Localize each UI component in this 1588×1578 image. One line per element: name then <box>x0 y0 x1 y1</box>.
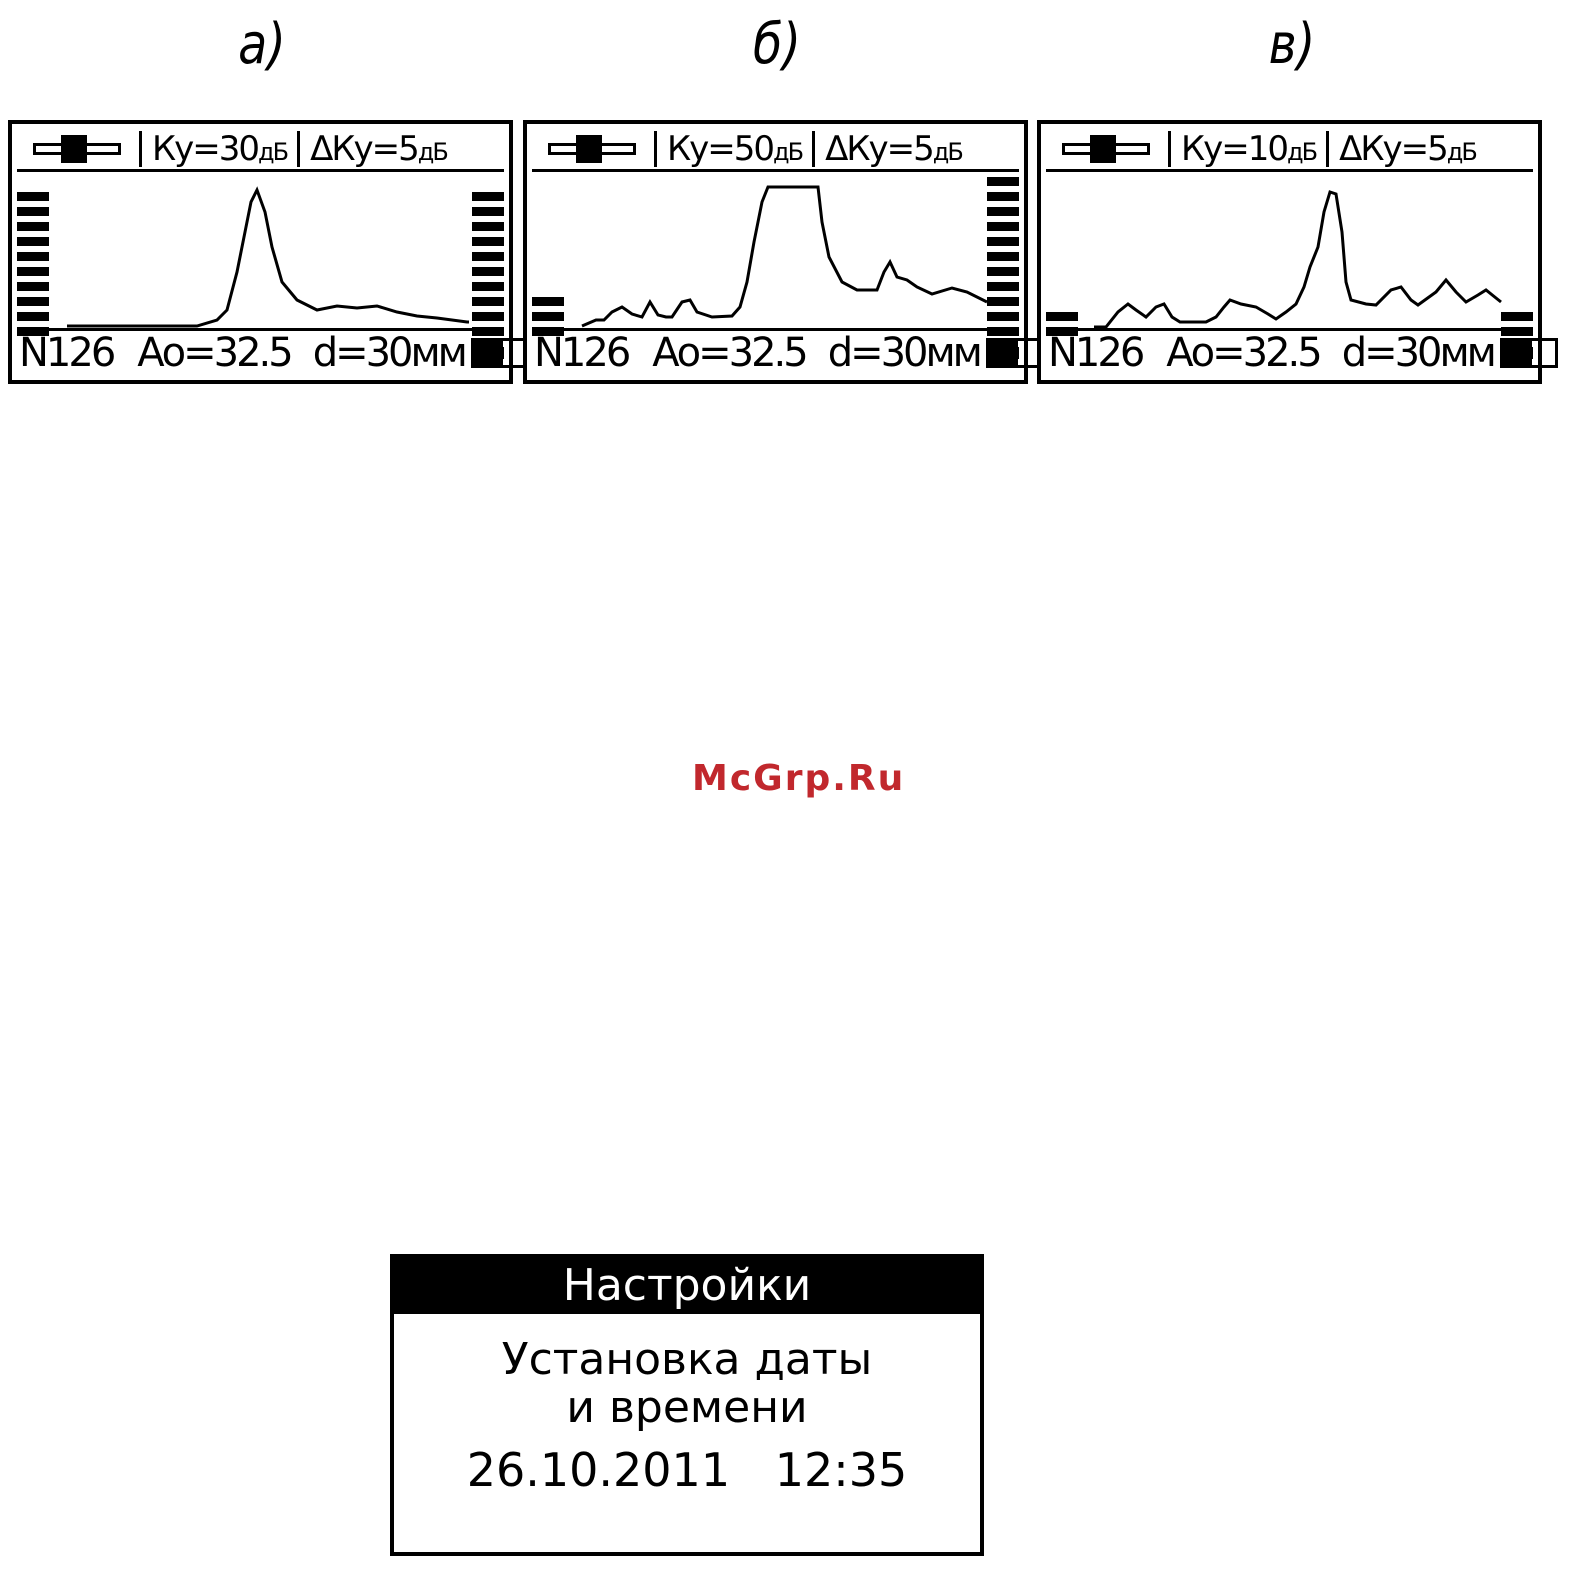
status-bar <box>17 129 504 172</box>
signal-plot <box>532 172 1019 339</box>
gain-step-label: ΔКу=5дБ <box>825 129 962 169</box>
level-bar <box>987 192 1019 201</box>
amplitude-value: Ао=32.5 <box>652 330 806 376</box>
level-bar <box>987 297 1019 306</box>
gain-label: Ку=30дБ <box>152 129 288 169</box>
level-bar <box>17 312 49 321</box>
level-bar <box>472 222 504 231</box>
setting-item-date-time-line2: и времени <box>566 1382 808 1433</box>
status-bar <box>1046 129 1533 172</box>
signal-trace <box>1094 192 1501 327</box>
level-bar <box>987 282 1019 291</box>
gain-label: Ку=50дБ <box>667 129 803 169</box>
info-bar <box>17 328 504 375</box>
signal-svg <box>1046 172 1533 339</box>
level-bar <box>987 222 1019 231</box>
record-number: N126 <box>1048 330 1143 376</box>
caption-v: в) <box>1268 12 1316 77</box>
amplitude-value: Ао=32.5 <box>137 330 291 376</box>
depth-value: d=30мм <box>827 330 980 376</box>
probe-icon <box>548 135 636 163</box>
right-level-meter <box>987 177 1019 336</box>
level-bar <box>472 237 504 246</box>
level-bar <box>987 267 1019 276</box>
gain-step-label: ΔКу=5дБ <box>1339 129 1476 169</box>
divider <box>812 131 815 167</box>
date-value[interactable]: 26.10.2011 <box>466 1443 731 1497</box>
signal-plot <box>17 172 504 339</box>
level-bar <box>472 282 504 291</box>
right-level-meter <box>472 192 504 336</box>
level-bar <box>472 192 504 201</box>
level-bar <box>17 267 49 276</box>
level-bar <box>987 252 1019 261</box>
level-bar <box>987 237 1019 246</box>
divider <box>654 131 657 167</box>
level-bar <box>1501 312 1533 321</box>
signal-svg <box>532 172 1019 339</box>
settings-title: Настройки <box>394 1258 980 1314</box>
depth-value: d=30мм <box>1341 330 1494 376</box>
record-number: N126 <box>534 330 629 376</box>
info-bar <box>1046 328 1533 375</box>
device-screen-b <box>523 120 1028 384</box>
level-bar <box>17 192 49 201</box>
caption-b: б) <box>753 12 801 77</box>
settings-screen <box>390 1254 984 1556</box>
date-time-value[interactable] <box>394 1443 980 1497</box>
probe-icon <box>33 135 121 163</box>
signal-svg <box>17 172 504 339</box>
level-bar <box>17 222 49 231</box>
level-bar <box>532 297 564 306</box>
gain-label: Ку=10дБ <box>1181 129 1317 169</box>
battery-icon <box>471 338 504 368</box>
left-level-meter <box>17 192 49 336</box>
time-value[interactable]: 12:35 <box>774 1443 908 1497</box>
divider <box>1168 131 1171 167</box>
signal-trace <box>582 187 987 326</box>
device-screen-v <box>1037 120 1542 384</box>
device-screen-a <box>8 120 513 384</box>
depth-value: d=30мм <box>312 330 465 376</box>
watermark: McGrp.Ru <box>692 758 906 799</box>
amplitude-value: Ао=32.5 <box>1166 330 1320 376</box>
level-bar <box>987 177 1019 186</box>
level-bar <box>532 312 564 321</box>
level-bar <box>17 252 49 261</box>
level-bar <box>17 237 49 246</box>
level-bar <box>472 207 504 216</box>
probe-icon <box>1062 135 1150 163</box>
divider <box>1326 131 1329 167</box>
info-bar <box>532 328 1019 375</box>
divider <box>297 131 300 167</box>
record-number: N126 <box>19 330 114 376</box>
level-bar <box>472 312 504 321</box>
status-bar <box>532 129 1019 172</box>
divider <box>139 131 142 167</box>
setting-item-date-time[interactable]: Установка даты <box>501 1334 873 1385</box>
level-bar <box>1046 312 1078 321</box>
gain-step-label: ΔКу=5дБ <box>310 129 447 169</box>
level-bar <box>987 312 1019 321</box>
battery-icon <box>986 338 1019 368</box>
signal-plot <box>1046 172 1533 339</box>
level-bar <box>17 297 49 306</box>
level-bar <box>987 207 1019 216</box>
level-bar <box>17 282 49 291</box>
level-bar <box>472 252 504 261</box>
level-bar <box>17 207 49 216</box>
level-bar <box>472 267 504 276</box>
battery-icon <box>1500 338 1533 368</box>
signal-trace <box>67 190 469 326</box>
level-bar <box>472 297 504 306</box>
caption-a: а) <box>238 12 286 77</box>
